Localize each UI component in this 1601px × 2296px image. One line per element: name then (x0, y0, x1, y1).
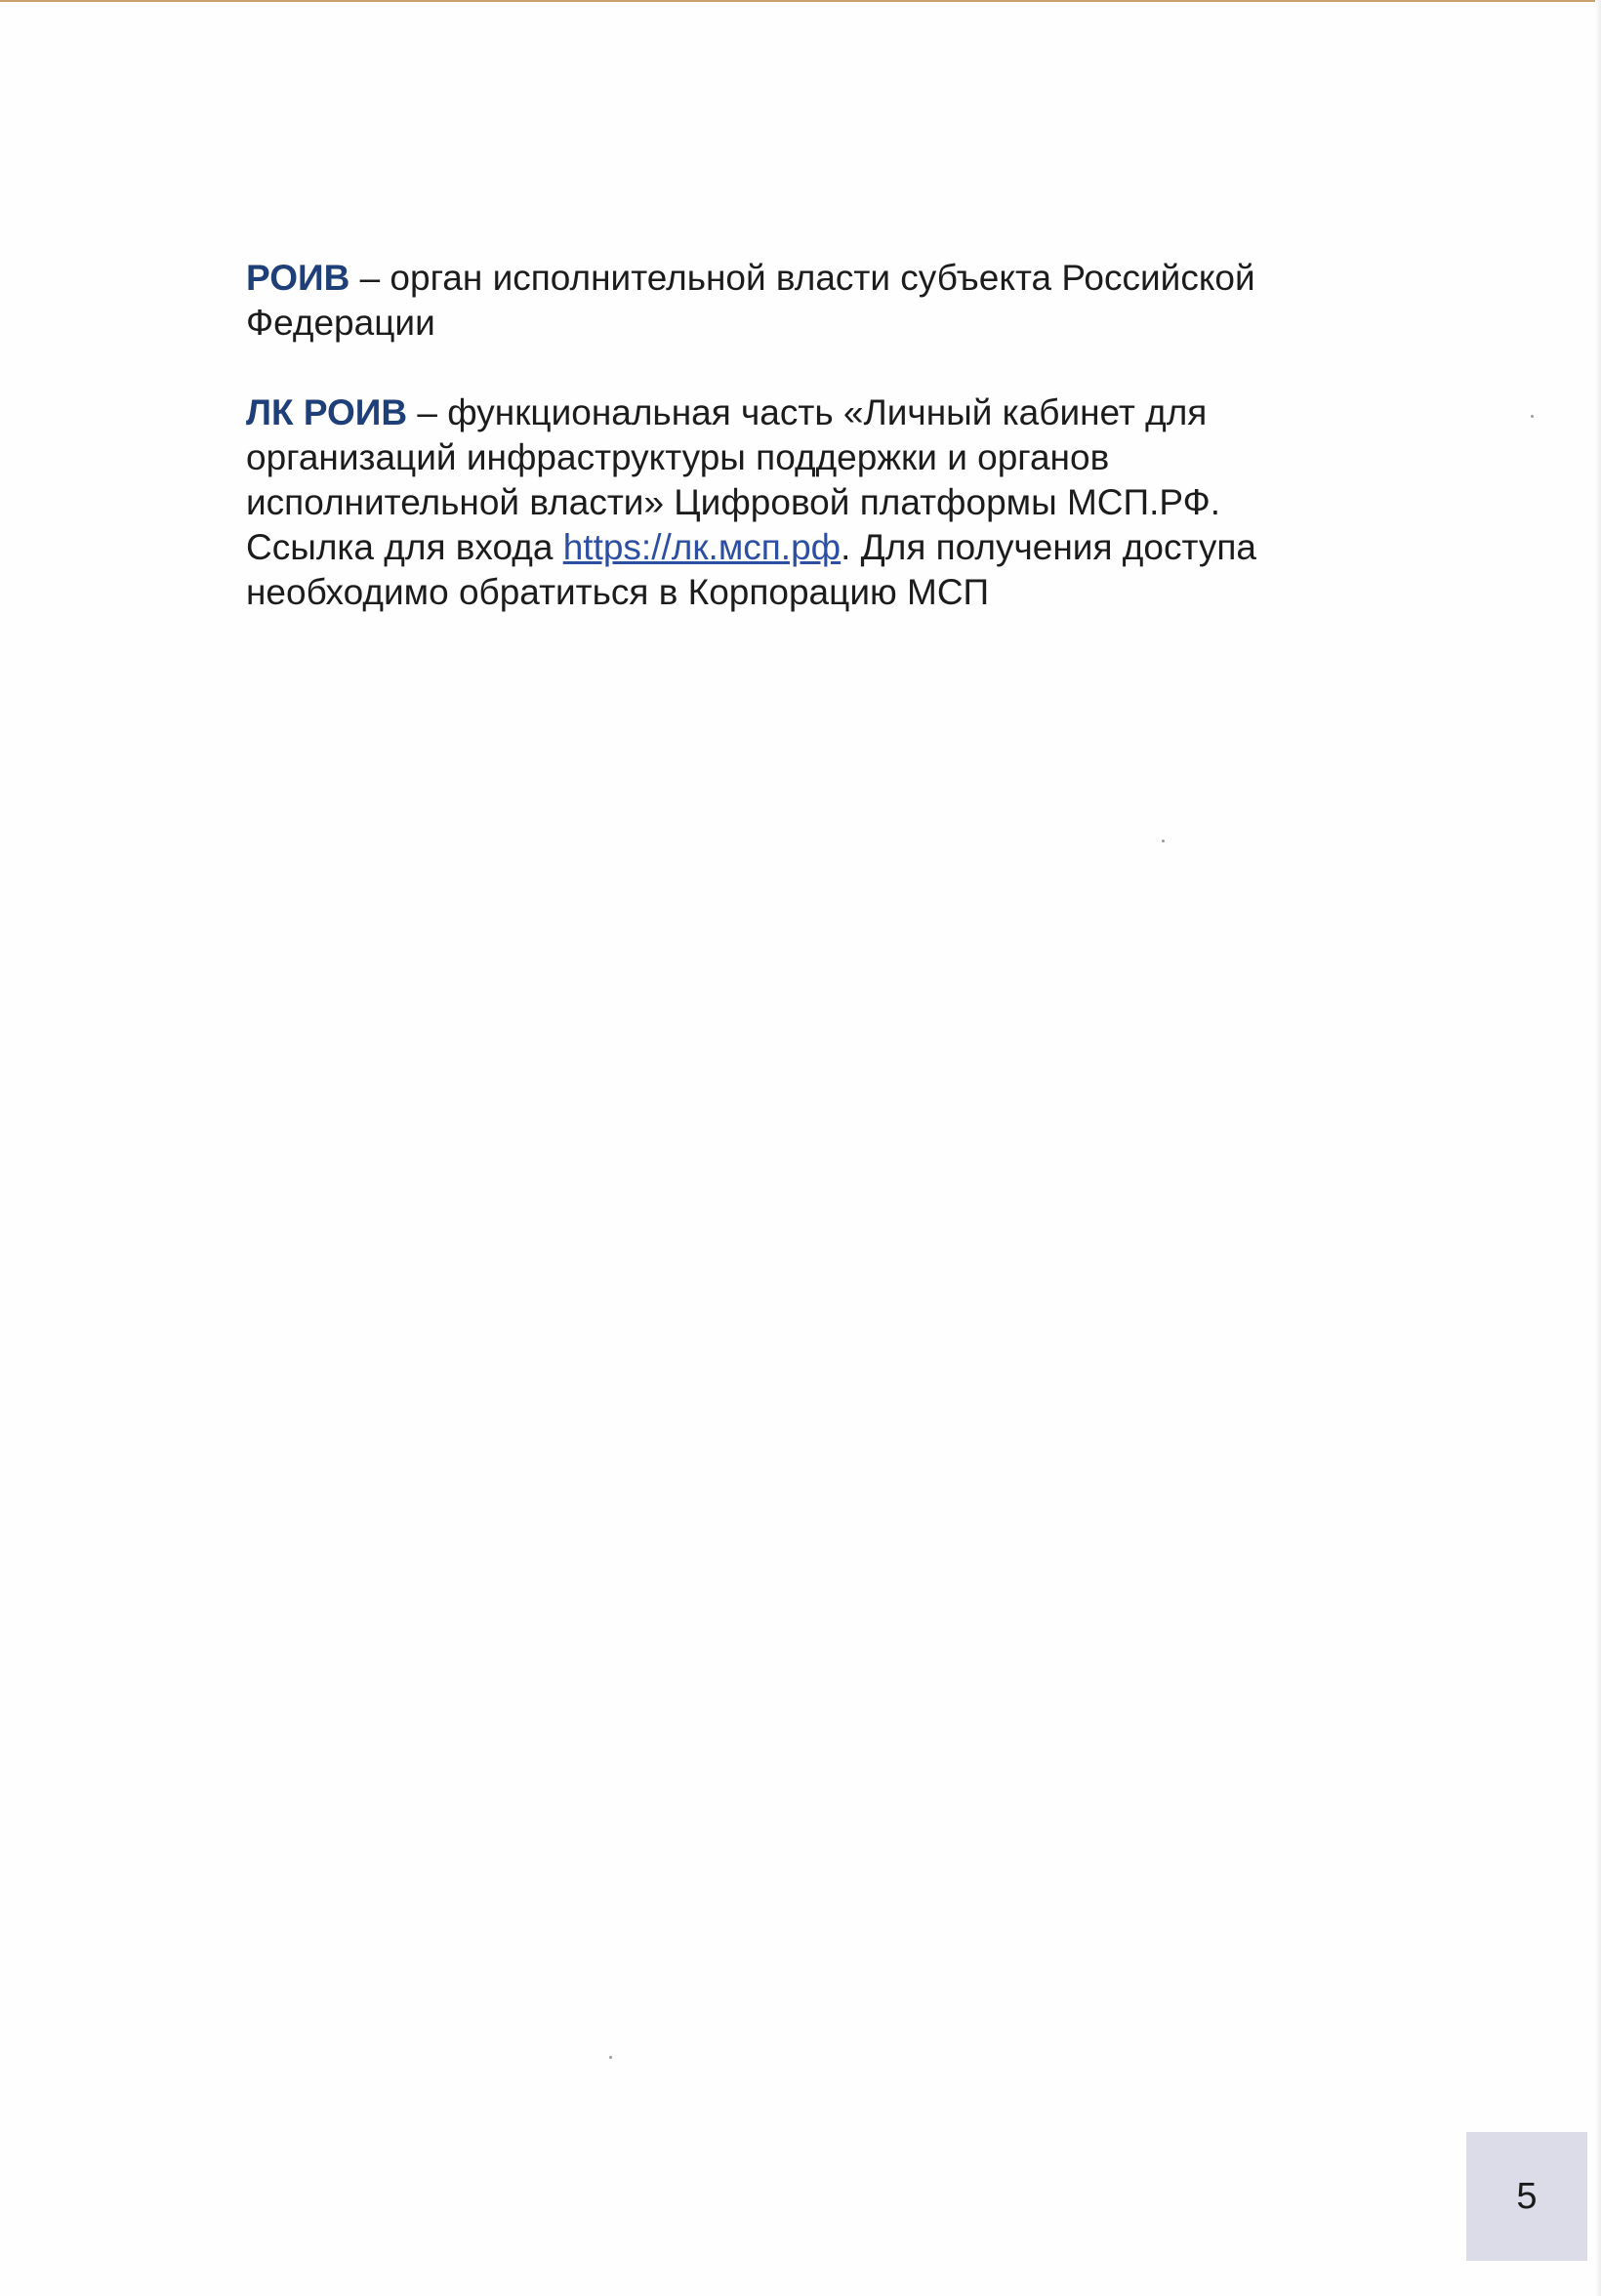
glossary-entry-roiv (246, 256, 1349, 346)
glossary-entry-lk-roiv (246, 390, 1349, 615)
page-edge-shadow (1595, 0, 1601, 2296)
login-link[interactable]: https://лк.мсп.рф (562, 527, 842, 567)
term-definition-continued: . Для получения доступа необходимо обратиться в Корпорацию МСП (246, 527, 1256, 612)
top-edge (0, 0, 1601, 2)
scan-speck (1162, 840, 1165, 842)
page-number: 5 (1516, 2175, 1538, 2217)
scan-speck (609, 2056, 612, 2059)
page-number-box (1466, 2132, 1587, 2261)
scan-speck (1531, 415, 1534, 418)
term-definition: – орган исполнительной власти субъекта Российской Федерации (246, 258, 1255, 343)
term-name: ЛК РОИВ (246, 392, 408, 432)
glossary (246, 256, 1349, 660)
term-name: РОИВ (246, 258, 350, 298)
term-definition: – функциональная часть «Личный кабинет для организаций инфраструктуры поддержки и органов исполнительной власти» Цифровой платформы МСП.РФ. Ссылка для входа (246, 392, 1221, 567)
